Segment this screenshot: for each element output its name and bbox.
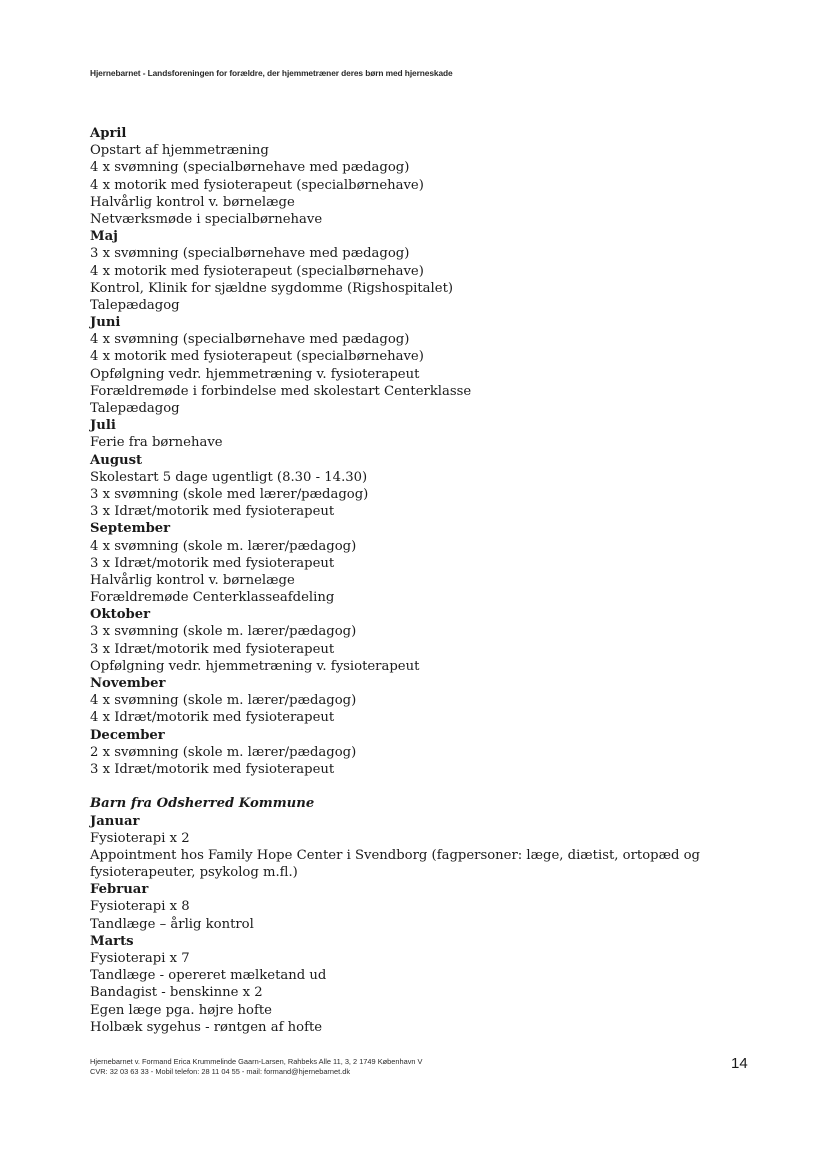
- schedule-item: 3 x Idræt/motorik med fysioterapeut: [90, 504, 335, 520]
- schedule-item: Tandlæge - opereret mælketand ud: [90, 968, 327, 984]
- section-title: Barn fra Odsherred Kommune: [90, 796, 315, 812]
- month-heading: Oktober: [90, 607, 151, 623]
- schedule-item: 4 x svømning (specialbørnehave med pædagog): [90, 332, 410, 348]
- schedule-item: 3 x Idræt/motorik med fysioterapeut: [90, 761, 335, 777]
- schedule-item: 4 x svømning (specialbørnehave med pædagog): [90, 160, 410, 176]
- schedule-item: Kontrol, Klinik for sjældne sygdomme (Rigshospitalet): [90, 280, 454, 296]
- schedule-item: Egen læge pga. højre hofte: [90, 1002, 272, 1018]
- schedule-item: Talepædagog: [90, 401, 180, 416]
- month-heading: Juli: [90, 418, 116, 434]
- schedule-item: 4 x svømning (skole m. lærer/pædagog): [90, 693, 357, 709]
- footer-contact: CVR: 32 03 63 33 - Mobil telefon: 28 11 04 55 - mail: formand@hjernebarnet.dk: [90, 1067, 351, 1076]
- schedule-item: Netværksmøde i specialbørnehave: [90, 211, 323, 227]
- schedule-item: Holbæk sygehus - røntgen af hofte: [90, 1019, 323, 1035]
- month-heading: Maj: [90, 229, 118, 245]
- month-heading: Marts: [90, 933, 134, 949]
- schedule-item: 3 x svømning (skole m. lærer/pædagog): [90, 624, 357, 640]
- month-heading: August: [90, 452, 143, 468]
- schedule-item: Halvårlig kontrol v. børnelæge: [90, 194, 295, 210]
- schedule-item: Fysioterapi x 2: [90, 830, 190, 846]
- schedule-item: Forældremøde Centerklasseafdeling: [90, 590, 335, 606]
- schedule-item: 3 x svømning (skole med lærer/pædagog): [90, 486, 369, 502]
- section-spacer: [90, 778, 730, 795]
- footer-address: Hjernebarnet v. Formand Erica Krummelinde Gaarn-Larsen, Rahbeks Alle 11, 3, 2 1749 København V: [90, 1057, 423, 1066]
- schedule-item: 4 x svømning (skole m. lærer/pædagog): [90, 538, 357, 554]
- schedule-list-2: [90, 813, 730, 1036]
- month-heading: December: [90, 727, 165, 743]
- month-heading: November: [90, 676, 166, 691]
- schedule-list-1: [90, 125, 730, 778]
- schedule-item: Forældremøde i forbindelse med skolestart Centerklasse: [90, 383, 472, 399]
- schedule-item: 4 x motorik med fysioterapeut (specialbørnehave): [90, 349, 424, 365]
- schedule-item: Fysioterapi x 7: [90, 951, 190, 967]
- page-header: Hjernebarnet - Landsforeningen for forældre, der hjemmetræner deres børn med hjerneskade: [90, 68, 453, 78]
- schedule-item: Opfølgning vedr. hjemmetræning v. fysioterapeut: [90, 658, 420, 674]
- schedule-item: Tandlæge – årlig kontrol: [90, 916, 254, 932]
- schedule-item: Appointment hos Family Hope Center i Svendborg (fagpersoner: læge, diætist, ortopæd og fysioterapeuter, psykolog m.fl.): [90, 847, 700, 881]
- page-number: 14: [731, 1055, 748, 1072]
- month-heading: Februar: [90, 882, 149, 898]
- document-body: [90, 125, 730, 1036]
- schedule-item: Skolestart 5 dage ugentligt (8.30 - 14.30): [90, 469, 368, 485]
- schedule-item: Opfølgning vedr. hjemmetræning v. fysioterapeut: [90, 366, 420, 382]
- schedule-item: Fysioterapi x 8: [90, 899, 190, 915]
- schedule-item: Bandagist - benskinne x 2: [90, 985, 263, 1001]
- schedule-item: 4 x motorik med fysioterapeut (specialbørnehave): [90, 263, 424, 279]
- schedule-item: 4 x motorik med fysioterapeut (specialbørnehave): [90, 177, 424, 193]
- schedule-item: Halvårlig kontrol v. børnelæge: [90, 572, 295, 588]
- schedule-item: Opstart af hjemmetræning: [90, 143, 269, 159]
- month-heading: April: [90, 126, 127, 141]
- schedule-item: 3 x Idræt/motorik med fysioterapeut: [90, 641, 335, 657]
- month-heading: September: [90, 521, 171, 537]
- schedule-item: 4 x Idræt/motorik med fysioterapeut: [90, 710, 335, 726]
- month-heading: Januar: [90, 813, 140, 829]
- month-heading: Juni: [90, 315, 121, 331]
- page-footer: [90, 1057, 422, 1077]
- schedule-item: 2 x svømning (skole m. lærer/pædagog): [90, 744, 357, 760]
- schedule-item: Talepædagog: [90, 297, 180, 313]
- schedule-item: 3 x svømning (specialbørnehave med pædagog): [90, 246, 410, 262]
- schedule-item: 3 x Idræt/motorik med fysioterapeut: [90, 555, 335, 571]
- schedule-item: Ferie fra børnehave: [90, 435, 223, 451]
